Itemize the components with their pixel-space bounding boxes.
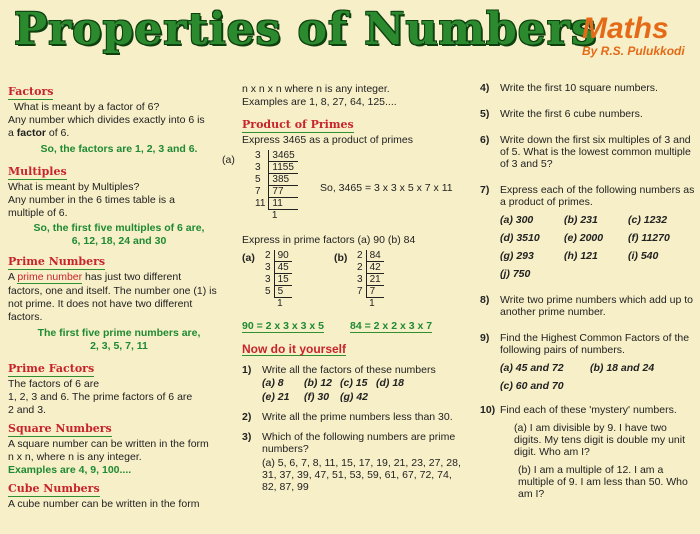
- tree-quotient: 42: [366, 262, 384, 274]
- factors-text-2: [8, 127, 230, 139]
- tree-quotient: 21: [366, 274, 384, 286]
- q10-part-b: (b) I am a multiple of 12. I am a multiple of 9. I am less than 50. Who am I?: [518, 464, 688, 500]
- factors-heading: Factors: [8, 85, 54, 98]
- q7-option: (b) 231: [564, 214, 598, 226]
- tree-divisor: 7: [357, 286, 363, 297]
- tree-quotient: 45: [274, 262, 292, 274]
- q2-text: Write all the prime numbers less than 30.: [262, 411, 453, 423]
- ex-b-label: (b): [334, 252, 348, 264]
- brand-name: Maths: [582, 12, 669, 45]
- q7-option: (c) 1232: [628, 214, 668, 226]
- q9-options: [500, 362, 695, 392]
- q3-list: (a) 5, 6, 7, 8, 11, 15, 17, 19, 21, 23, 27, 28, 31, 37, 39, 47, 51, 53, 59, 61, 67, 72, 74, 82, 87, 99: [262, 457, 461, 493]
- product-primes-heading: Product of Primes: [242, 118, 354, 131]
- q6-number: 6): [480, 134, 490, 146]
- page-title: Properties of Numbers: [14, 4, 597, 55]
- q2-number: 2): [242, 411, 252, 423]
- q4-text: Write the first 10 square numbers.: [500, 82, 658, 94]
- question-9: [480, 332, 695, 392]
- pp-result: So, 3465 = 3 x 3 x 5 x 7 x 11: [320, 182, 453, 194]
- tree-divisor: 5: [255, 174, 261, 185]
- multiples-heading: Multiples: [8, 165, 67, 178]
- factors-text-2c: of 6.: [45, 127, 70, 139]
- q9-option: (b) 18 and 24: [590, 362, 655, 374]
- q5-text: Write the first 6 cube numbers.: [500, 108, 643, 120]
- square-numbers-heading: Square Numbers: [8, 422, 112, 435]
- pf-text-1: The factors of 6 are: [8, 378, 100, 390]
- tree-quotient: 1: [277, 298, 283, 309]
- square-examples: Examples are 4, 9, 100....: [8, 464, 132, 476]
- multiples-text-2: multiple of 6.: [8, 207, 68, 219]
- q7-option: (g) 293: [500, 250, 534, 262]
- result-84: 84 = 2 x 2 x 3 x 7: [350, 320, 433, 332]
- cube-text-2: n x n x n where n is any integer.: [242, 83, 390, 95]
- q10-number: 10): [480, 404, 496, 416]
- now-do-it-heading: Now do it yourself: [242, 342, 347, 356]
- tree-quotient: 385: [269, 174, 298, 186]
- tree-quotient: 7: [366, 286, 384, 298]
- factors-text-1: Any number which divides exactly into 6 is: [8, 114, 205, 126]
- q10-part-a: (a) I am divisible by 9. I have two digits. My tens digit is double my unit digit. Who am I?: [514, 422, 685, 458]
- prime-text-3: not prime. It does not have two different: [8, 298, 193, 310]
- q7-option: (d) 3510: [500, 232, 540, 244]
- cube-text-1: A cube number can be written in the form: [8, 498, 200, 510]
- pp-label: (a): [222, 154, 235, 166]
- pf-text-3: 2 and 3.: [8, 404, 46, 416]
- prime-text-1a: A: [8, 271, 18, 283]
- question-4: [480, 82, 695, 94]
- tree-quotient: 1: [369, 298, 375, 309]
- q7-option: (i) 540: [628, 250, 659, 262]
- product-primes-example: [222, 150, 464, 228]
- q1-option: (d) 18: [376, 377, 405, 389]
- tree-quotient: 1: [271, 210, 278, 221]
- factors-term: factor: [16, 127, 46, 139]
- q10-text: Find each of these 'mystery' numbers.: [500, 404, 677, 416]
- q3-number: 3): [242, 431, 252, 443]
- tree-quotient: 3465: [269, 150, 298, 162]
- q8-number: 8): [480, 294, 490, 306]
- q7-option: (f) 11270: [628, 232, 670, 244]
- tree-divisor: [252, 210, 269, 222]
- q7-text: Express each of the following numbers as a product of primes.: [500, 184, 695, 208]
- factors-text-2a: a: [8, 127, 17, 139]
- tree-divisor: 2: [357, 250, 363, 262]
- column-middle: [222, 82, 464, 501]
- tree-divisor: 3: [357, 274, 363, 285]
- question-6: [480, 134, 695, 170]
- question-5: [480, 108, 695, 120]
- question-8: [480, 294, 695, 318]
- tree-divisor: 3: [265, 262, 271, 273]
- tree-quotient: 1155: [269, 162, 298, 174]
- q1-option: (g) 42: [340, 391, 369, 403]
- prime-text-4: factors.: [8, 311, 43, 323]
- factors-question: What is meant by a factor of 6?: [14, 101, 160, 113]
- square-text-1: A square number can be written in the form: [8, 438, 209, 450]
- tree-divisor: 5: [265, 286, 271, 297]
- brand-block: [582, 14, 685, 58]
- prime-text-1c: has just two different: [82, 271, 182, 283]
- factor-tree-84: [354, 250, 384, 309]
- tree-quotient: 15: [274, 274, 292, 286]
- q9-option: (a) 45 and 72: [500, 362, 564, 374]
- cube-text-3: Examples are 1, 8, 27, 64, 125....: [242, 96, 397, 108]
- tree-divisor: 3: [255, 162, 261, 173]
- q9-text: Find the Highest Common Factors of the following pairs of numbers.: [500, 332, 690, 356]
- tree-divisor: 3: [265, 274, 271, 285]
- q7-options: [500, 214, 695, 280]
- result-90: 90 = 2 x 3 x 3 x 5: [242, 320, 325, 332]
- express-line: Express in prime factors (a) 90 (b) 84: [242, 234, 416, 246]
- tree-quotient: 77: [269, 186, 298, 198]
- q7-option: (j) 750: [500, 268, 531, 280]
- question-3: [242, 431, 464, 493]
- tree-quotient: 11: [269, 198, 298, 210]
- multiples-text-1: Any number in the 6 times table is a: [8, 194, 175, 206]
- q1-option: (a) 8: [262, 377, 284, 389]
- tree-divisor: [262, 298, 274, 310]
- prime-term: prime number: [17, 271, 83, 283]
- q7-number: 7): [480, 184, 490, 196]
- q1-option: (f) 30: [304, 391, 330, 403]
- tree-divisor: 2: [265, 250, 271, 262]
- q7-option: (h) 121: [564, 250, 598, 262]
- q7-option: (a) 300: [500, 214, 534, 226]
- q7-option: (e) 2000: [564, 232, 604, 244]
- question-1: [242, 364, 464, 403]
- factors-answer: So, the factors are 1, 2, 3 and 6.: [40, 143, 198, 155]
- q9-option: (c) 60 and 70: [500, 380, 564, 392]
- tree-quotient: 5: [274, 286, 292, 298]
- question-10: [480, 404, 695, 500]
- factor-tree-3465: [252, 150, 298, 221]
- q1-option: (c) 15: [340, 377, 368, 389]
- question-7: [480, 184, 695, 280]
- q1-option: (b) 12: [304, 377, 333, 389]
- prime-text-2: factors, one and itself. The number one (1) is: [8, 285, 217, 297]
- square-text-2: n x n, where n is any integer.: [8, 451, 142, 463]
- tree-quotient: 90: [274, 250, 292, 262]
- q3-text: Which of the following numbers are prime numbers?: [262, 431, 456, 455]
- q1-option: (e) 21: [262, 391, 290, 403]
- author-line: By R.S. Pulukkodi: [582, 44, 685, 58]
- tree-divisor: 7: [255, 186, 261, 197]
- q4-number: 4): [480, 82, 490, 94]
- tree-divisor: 3: [255, 150, 261, 162]
- ex-a-label: (a): [242, 252, 255, 264]
- prime-numbers-heading: Prime Numbers: [8, 255, 106, 268]
- q1-text: Write all the factors of these numbers: [262, 364, 436, 376]
- prime-answer-1: The first five prime numbers are,: [37, 327, 201, 339]
- q5-number: 5): [480, 108, 490, 120]
- q1-number: 1): [242, 364, 252, 376]
- factor-tree-90: [262, 250, 292, 309]
- prime-answer-2: 2, 3, 5, 7, 11: [90, 340, 148, 352]
- cube-numbers-heading: Cube Numbers: [8, 482, 100, 495]
- q8-text: Write two prime numbers which add up to another prime number.: [500, 294, 693, 318]
- tree-divisor: 11: [255, 198, 266, 209]
- express-examples: [242, 250, 464, 320]
- q9-number: 9): [480, 332, 490, 344]
- tree-divisor: [354, 298, 366, 310]
- multiples-answer-1: So, the first five multiples of 6 are,: [33, 222, 205, 234]
- q1-options: [262, 377, 436, 403]
- column-right: [480, 82, 695, 508]
- q6-text: Write down the first six multiples of 3 and of 5. What is the lowest common multiple of 3 and 5?: [500, 134, 691, 170]
- tree-divisor: 2: [357, 262, 363, 273]
- prime-text-1: [8, 271, 230, 284]
- multiples-answer-2: 6, 12, 18, 24 and 30: [71, 235, 167, 247]
- multiples-question: What is meant by Multiples?: [8, 181, 140, 193]
- express-results: [242, 320, 464, 333]
- column-left: [8, 82, 230, 511]
- product-primes-text: Express 3465 as a product of primes: [242, 134, 414, 146]
- pf-text-2: 1, 2, 3 and 6. The prime factors of 6 are: [8, 391, 193, 403]
- prime-factors-heading: Prime Factors: [8, 362, 95, 375]
- tree-quotient: 84: [366, 250, 384, 262]
- question-2: [242, 411, 464, 423]
